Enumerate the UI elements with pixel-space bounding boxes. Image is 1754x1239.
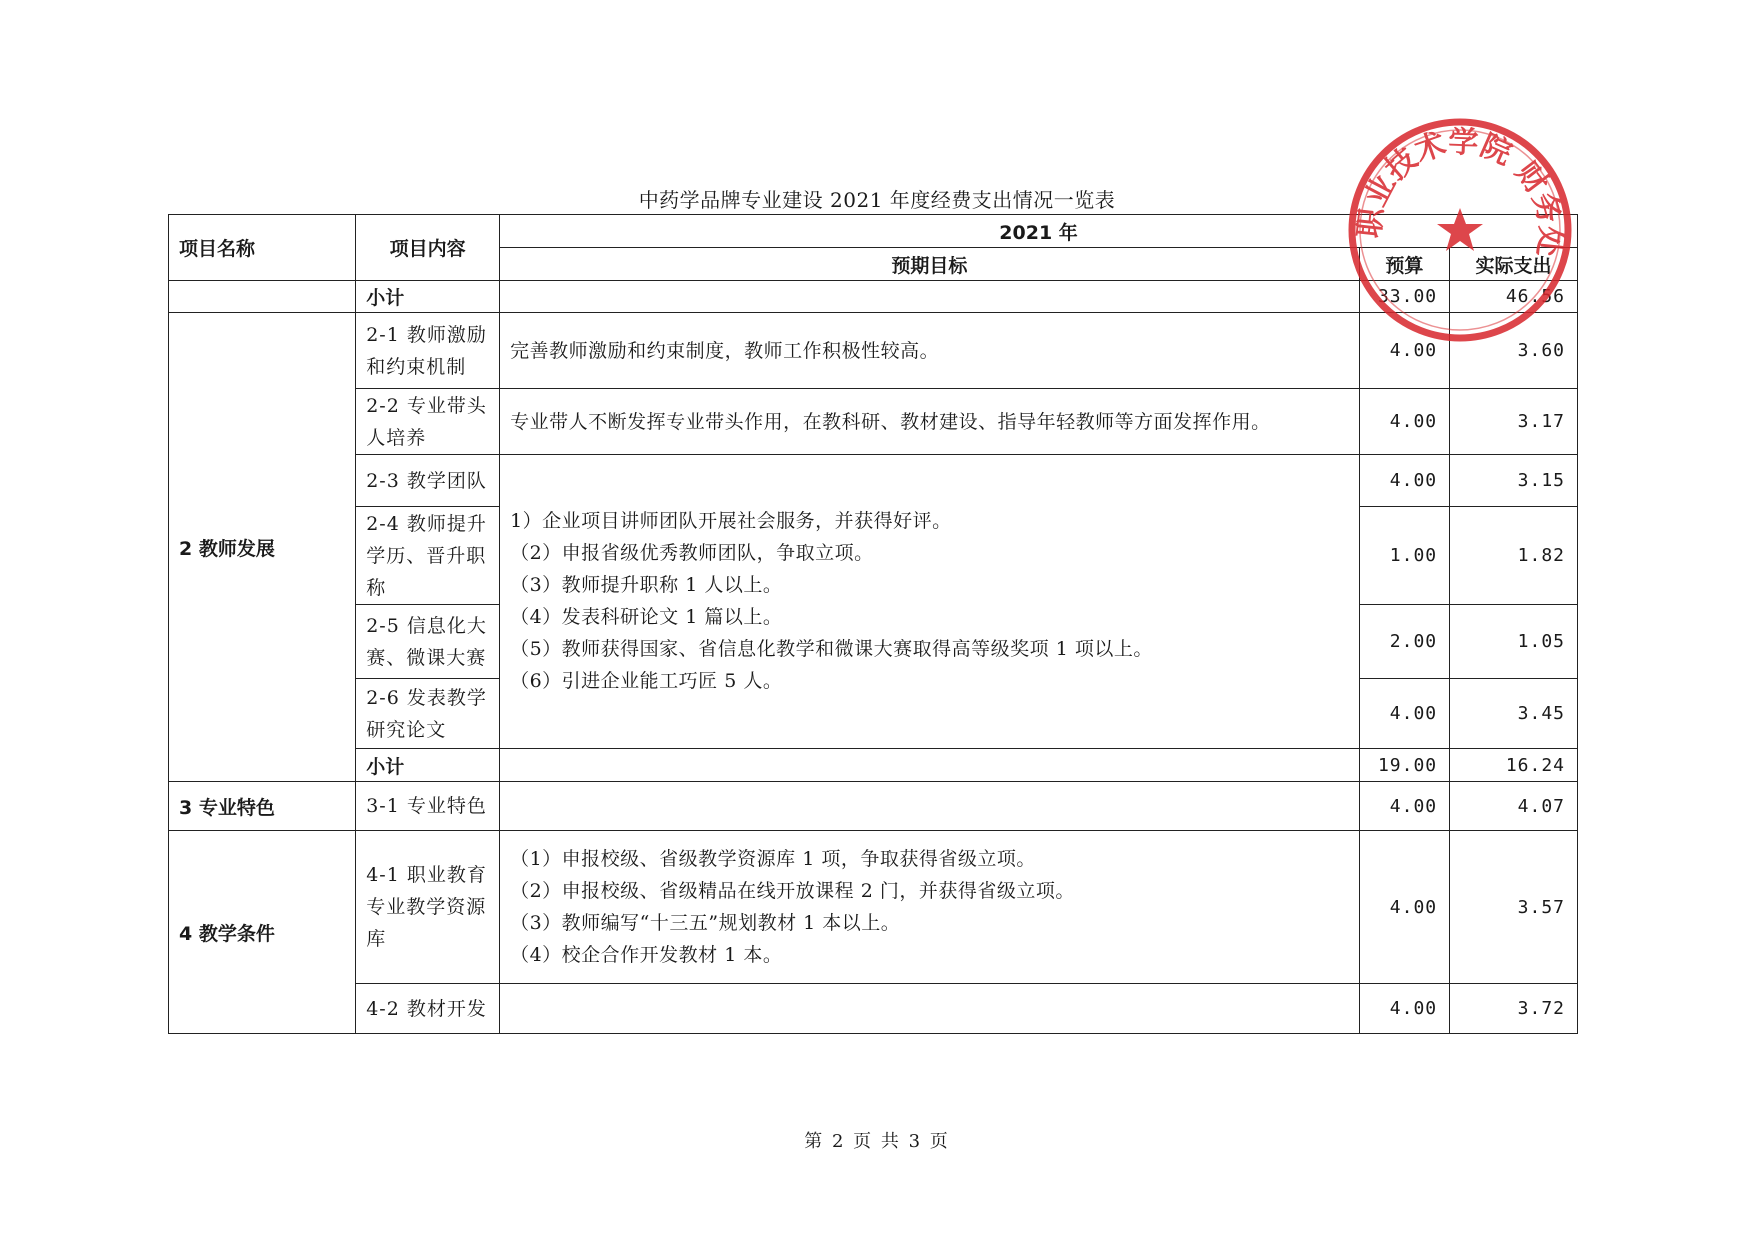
row-content: 2-5 信息化大赛、微课大赛 [356, 605, 500, 679]
row-goal: 专业带人不断发挥专业带头作用，在教科研、教材建设、指导年轻教师等方面发挥作用。 [500, 389, 1359, 455]
row-actual: 1.05 [1450, 605, 1578, 679]
row-content: 2-1 教师激励和约束机制 [356, 313, 500, 389]
row-goal: 完善教师激励和约束制度，教师工作积极性较高。 [500, 313, 1359, 389]
row-content: 3-1 专业特色 [356, 782, 500, 831]
table-row [169, 984, 1578, 1034]
goal-line: 1）企业项目讲师团队开展社会服务，并获得好评。 [510, 510, 952, 532]
subtotal-actual: 16.24 [1450, 749, 1578, 782]
goal-line: （1）申报校级、省级教学资源库 1 项，争取获得省级立项。 [510, 848, 1036, 870]
header-expected-goal: 预期目标 [500, 248, 1359, 281]
header-project-name: 项目名称 [169, 215, 356, 281]
seal-text: 职业技术学院 财务处 [1352, 124, 1568, 259]
header-project-content: 项目内容 [356, 215, 500, 281]
row-content: 4-2 教材开发 [356, 984, 500, 1034]
row-budget: 4.00 [1359, 313, 1450, 389]
table-row [169, 313, 1578, 389]
row-content: 2-2 专业带头人培养 [356, 389, 500, 455]
row-content: 2-4 教师提升学历、晋升职称 [356, 507, 500, 605]
row-budget: 4.00 [1359, 455, 1450, 507]
empty-cell [169, 281, 356, 313]
empty-cell [500, 984, 1359, 1034]
row-budget: 2.00 [1359, 605, 1450, 679]
section-name-teaching-conditions: 4 教学条件 [169, 831, 356, 1034]
row-actual: 3.15 [1450, 455, 1578, 507]
row-budget: 4.00 [1359, 679, 1450, 749]
page-title: 中药学品牌专业建设 2021 年度经费支出情况一览表 [638, 188, 1116, 212]
row-actual: 3.72 [1450, 984, 1578, 1034]
goal-line: （2）申报校级、省级精品在线开放课程 2 门，并获得省级立项。 [510, 880, 1075, 902]
row-content: 2-6 发表教学研究论文 [356, 679, 500, 749]
table-row [169, 455, 1578, 507]
header-year: 2021 年 [500, 215, 1578, 248]
header-budget: 预算 [1359, 248, 1450, 281]
row-budget: 4.00 [1359, 831, 1450, 984]
subtotal-budget: 19.00 [1359, 749, 1450, 782]
empty-cell [500, 749, 1359, 782]
row-actual: 3.57 [1450, 831, 1578, 984]
goal-line: （3）教师编写“十三五”规划教材 1 本以上。 [510, 912, 901, 934]
goal-line: （2）申报省级优秀教师团队，争取立项。 [510, 542, 874, 564]
table-row [169, 389, 1578, 455]
row-content: 2-3 教学团队 [356, 455, 500, 507]
row-actual: 3.17 [1450, 389, 1578, 455]
section-name-teacher-development: 2 教师发展 [169, 313, 356, 782]
subtotal-label: 小计 [356, 281, 500, 313]
row-actual: 3.60 [1450, 313, 1578, 389]
subtotal-label: 小计 [356, 749, 500, 782]
subtotal-budget: 33.00 [1359, 281, 1450, 313]
first-subtotal-row [169, 281, 1578, 313]
row-actual: 4.07 [1450, 782, 1578, 831]
empty-cell [500, 782, 1359, 831]
goal-line: （5）教师获得国家、省信息化教学和微课大赛取得高等级奖项 1 项以上。 [510, 638, 1153, 660]
goal-line: （4）发表科研论文 1 篇以上。 [510, 606, 783, 628]
row-content: 4-1 职业教育专业教学资源库 [356, 831, 500, 984]
row-budget: 1.00 [1359, 507, 1450, 605]
goal-line: （3）教师提升职称 1 人以上。 [510, 574, 783, 596]
row-budget: 4.00 [1359, 782, 1450, 831]
row-budget: 4.00 [1359, 389, 1450, 455]
subtotal-row [169, 749, 1578, 782]
table-row [169, 831, 1578, 984]
budget-table [168, 214, 1578, 1034]
section-name-professional-feature: 3 专业特色 [169, 782, 356, 831]
row-actual: 3.45 [1450, 679, 1578, 749]
merged-goals-cell [500, 455, 1359, 749]
goal-line: （4）校企合作开发教材 1 本。 [510, 944, 783, 966]
subtotal-actual: 46.56 [1450, 281, 1578, 313]
table-row [169, 782, 1578, 831]
row-actual: 1.82 [1450, 507, 1578, 605]
row-budget: 4.00 [1359, 984, 1450, 1034]
page-footer: 第 2 页 共 3 页 [804, 1131, 950, 1152]
row-goals [500, 831, 1359, 984]
header-row [169, 215, 1578, 248]
goal-line: （6）引进企业能工巧匠 5 人。 [510, 670, 783, 692]
header-actual: 实际支出 [1450, 248, 1578, 281]
empty-cell [500, 281, 1359, 313]
